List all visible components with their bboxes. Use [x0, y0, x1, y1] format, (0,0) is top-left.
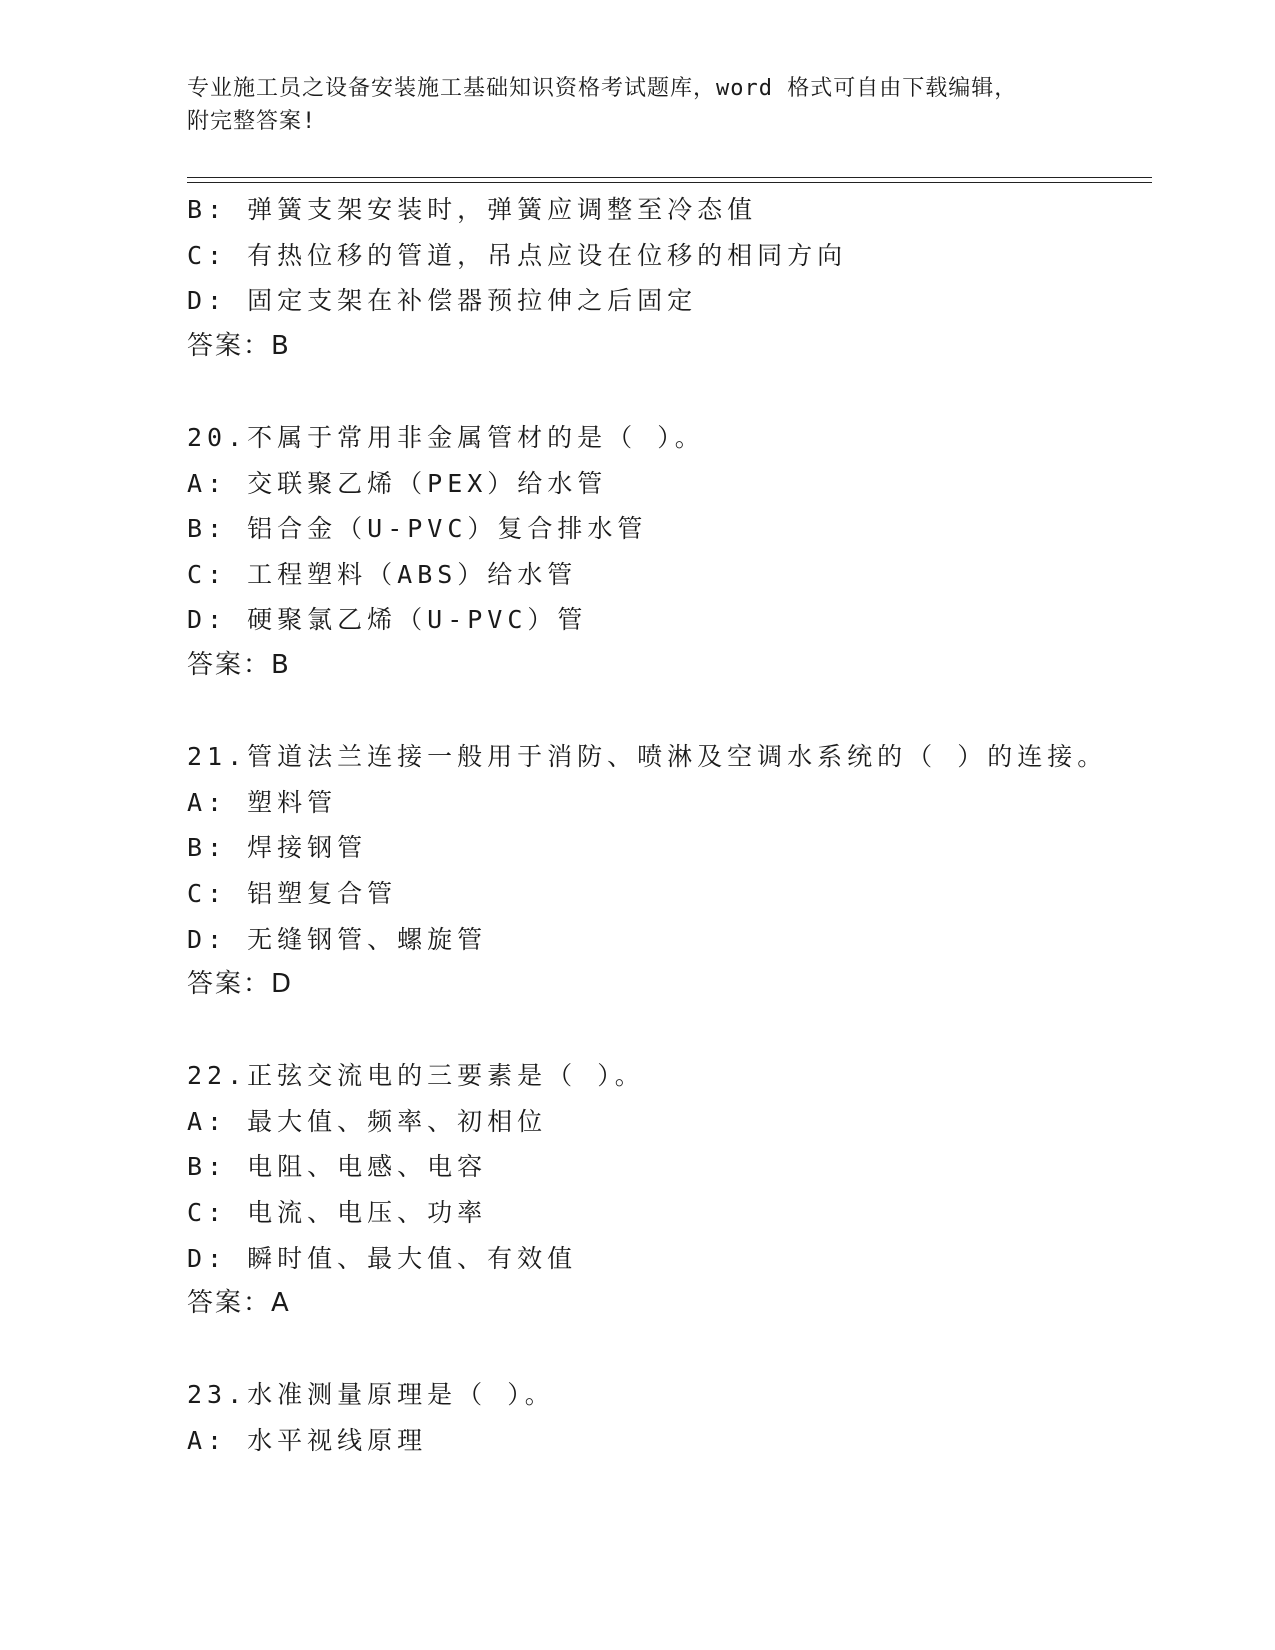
question-stem: 20.不属于常用非金属管材的是（ ）。 — [187, 422, 705, 452]
continued-question — [187, 187, 1147, 369]
option-c: C: 铝塑复合管 — [187, 878, 398, 908]
header-divider-top — [187, 177, 1152, 178]
question-stem: 23.水准测量原理是（ ）。 — [187, 1380, 555, 1410]
option-d: D: 硬聚氯乙烯（U-PVC）管 — [187, 605, 588, 635]
question-stem: 21.管道法兰连接一般用于消防、喷淋及空调水系统的（ ）的连接。 — [187, 742, 1108, 772]
option-d: D: 瞬时值、最大值、有效值 — [187, 1243, 578, 1273]
option-c: C: 电流、电压、功率 — [187, 1198, 488, 1228]
option-a: A: 塑料管 — [187, 787, 338, 817]
option-b: B: 焊接钢管 — [187, 833, 368, 863]
option-d: D: 无缝钢管、螺旋管 — [187, 924, 488, 954]
document-header — [187, 72, 1087, 138]
question-21 — [187, 734, 1147, 1008]
option-a: A: 最大值、频率、初相位 — [187, 1106, 548, 1136]
question-22 — [187, 1053, 1147, 1327]
answer-line: 答案：B — [187, 330, 291, 361]
header-divider-bottom — [187, 182, 1152, 183]
answer-line: 答案：A — [187, 1288, 291, 1319]
spacer — [187, 369, 1147, 415]
header-line-2: 附完整答案! — [187, 109, 317, 134]
option-a: A: 水平视线原理 — [187, 1426, 428, 1456]
question-20 — [187, 415, 1147, 689]
question-23 — [187, 1372, 1147, 1463]
option-b: B: 电阻、电感、电容 — [187, 1152, 488, 1182]
option-d: D: 固定支架在补偿器预拉伸之后固定 — [187, 286, 698, 316]
header-line-1: 专业施工员之设备安装施工基础知识资格考试题库，word 格式可自由下载编辑， — [187, 76, 1018, 101]
question-stem: 22.正弦交流电的三要素是（ ）。 — [187, 1061, 645, 1091]
spacer — [187, 689, 1147, 735]
option-b: B: 铝合金（U-PVC）复合排水管 — [187, 514, 648, 544]
answer-line: 答案：B — [187, 649, 291, 680]
spacer — [187, 1327, 1147, 1373]
answer-line: 答案：D — [187, 969, 294, 1000]
option-a: A: 交联聚乙烯（PEX）给水管 — [187, 468, 608, 498]
spacer — [187, 1008, 1147, 1054]
option-b: B: 弹簧支架安装时，弹簧应调整至冷态值 — [187, 195, 758, 224]
option-c: C: 工程塑料（ABS）给水管 — [187, 559, 578, 589]
question-list — [187, 187, 1147, 1464]
option-c: C: 有热位移的管道，吊点应设在位移的相同方向 — [187, 240, 848, 270]
